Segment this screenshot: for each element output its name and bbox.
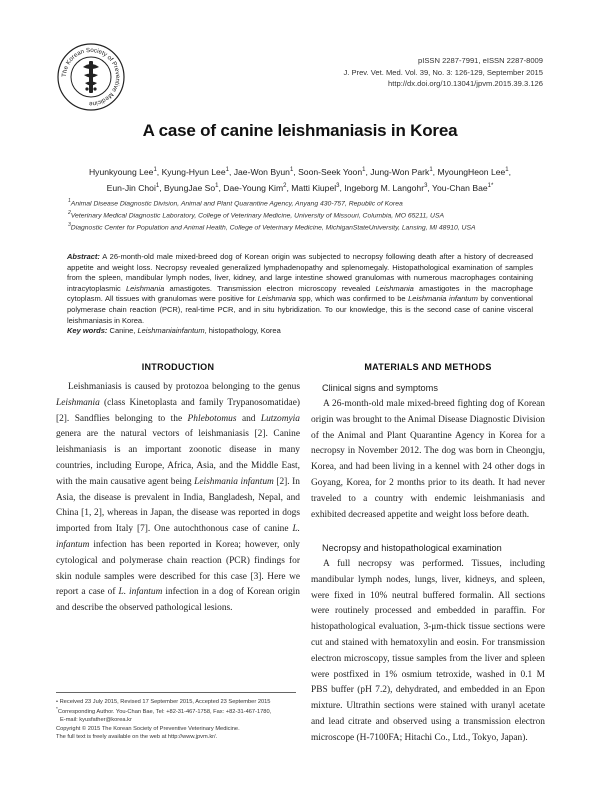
body-text: infection in a dog of Korean origin and describe the observed pathological lesions. bbox=[56, 587, 300, 614]
keywords-label: Key words: bbox=[67, 326, 108, 336]
abstract-text: amastigotes in the macrophage cytoplasm. All tissues with granulomas were positive for bbox=[67, 283, 533, 304]
footnote-marker: * bbox=[56, 707, 58, 713]
journal-header bbox=[343, 55, 543, 90]
introduction-body bbox=[56, 380, 300, 617]
author-affiliation-marker: 1 bbox=[429, 167, 433, 173]
taxon-name: Leishmania bbox=[56, 397, 100, 408]
author-affiliation-marker: 2 bbox=[283, 182, 287, 189]
methods-heading: MATERIALS AND METHODS bbox=[364, 362, 492, 372]
affiliation-marker: 3 bbox=[68, 221, 71, 228]
author-affiliation-marker: 1 bbox=[225, 167, 229, 173]
affiliation-text: Veterinary Medical Diagnostic Laboratory, College of Veterinary Medicine, University of Missouri, Columbia, MO 65211, USA bbox=[70, 212, 445, 220]
footnote-divider bbox=[56, 692, 296, 693]
affiliation bbox=[68, 209, 476, 221]
abstract-genus: Leishmania bbox=[375, 283, 414, 293]
keyword: , histopathology, Korea bbox=[204, 326, 281, 336]
affiliation-text: Animal Disease Diagnostic Division, Animal and Plant Quarantine Agency, Anyang 430-757, Republic of Korea bbox=[70, 200, 403, 208]
author-name: Matti Kiupel bbox=[291, 182, 337, 193]
taxon-name: L. infantum bbox=[56, 524, 300, 550]
author-affiliation-marker: 1 bbox=[153, 167, 157, 173]
abstract-label: Abstract: bbox=[67, 252, 100, 261]
body-text: A 26-month-old male mixed-breed fighting dog of Korean origin was brought to the Animal Disease Diagnostic Division of the Animal and Plant Quarantine Agency in Korea for a necropsy in November 2012. The dog was born in Cheongju, Korea, and had been living in a kennel with 24 other dogs in Goyang, Korea, for 2 months prior to its death. It had never traveled to a country with endemic leishmaniasis and exhibited decreased appetite and weight loss before death. bbox=[311, 399, 545, 520]
author-name: Dae-Young Kim bbox=[223, 182, 284, 193]
author-name: MyoungHeon Lee bbox=[437, 166, 506, 177]
abstract-text: A 26-month-old male mixed-breed dog of Korean origin was subjected to necropsy following death after a history of decreased appetite and weight loss. Necropsy revealed generalized lymphadenopathy and splenomegaly. Histopathological examination of samples from the spleen, mandibular lymph nodes, liver, kidney, and large intestine showed granulomas with numerous macrophages containing intracytoplasmic bbox=[67, 252, 533, 293]
body-text: [2]. In Asia, the disease is prevalent in India, Bangladesh, Nepal, and China [1, 2], whereas in Japan, the disease was reported in dogs imported from Italy [7]. One autochthonous case of canine bbox=[56, 476, 300, 535]
footnote-marker: • bbox=[56, 699, 60, 705]
clinical-signs-subheading: Clinical signs and symptoms bbox=[322, 383, 438, 393]
affiliation-text: Diagnostic Center for Population and Animal Health, College of Veterinary Medicine, MichiganStateUniversity, Lansing, MI 48910, USA bbox=[70, 223, 476, 231]
abstract-species: Leishmania infantum bbox=[408, 294, 478, 304]
affiliation-list bbox=[68, 197, 476, 233]
author-name: Jae-Won Byun bbox=[233, 166, 290, 177]
citation-line: J. Prev. Vet. Med. Vol. 39, No. 3: 126-129, September 2015 bbox=[343, 67, 543, 77]
author-affiliation-marker: 1* bbox=[487, 182, 494, 189]
logo-ring-text: The Korean Society of Preventive Medicine bbox=[60, 46, 122, 108]
received-dates: Received 23 July 2015, Revised 17 September 2015, Accepted 23 September 2015 bbox=[59, 699, 271, 705]
necropsy-subheading: Necropsy and histopathological examination bbox=[322, 543, 502, 553]
access-line[interactable]: The full text is freely available on the web at http://www.jpvm.kr/. bbox=[56, 733, 218, 740]
keyword: Leishmaniainfantum bbox=[137, 326, 205, 336]
body-text: and bbox=[236, 413, 261, 424]
taxon-name: Phlebotomus bbox=[187, 413, 237, 424]
affiliation-marker: 1 bbox=[68, 198, 71, 204]
author-list: Hyunkyoung Lee$^1$, Kyung-Hyun Lee$^1$, Jae-Won Byun$^1$, Soon-Seek Yoon$^1$, Jung-Won Park$^1$, MyoungHeon Lee$^1$, Eun-Jin Choi$^1$, ByungJae So$^1$, Dae-Young Kim$^2$, Matti Kiupel$^3$, Ingeborg M. Langohr$^3$, You-Chan Bae$^{1*}$ bbox=[88, 166, 512, 193]
doi-link[interactable]: http://dx.doi.org/10.13041/jpvm.2015.39.3.126 bbox=[388, 79, 543, 88]
author-name: You-Chan Bae bbox=[432, 182, 488, 193]
abstract-genus: Leishmania bbox=[125, 283, 165, 293]
clinical-signs-body bbox=[311, 397, 545, 523]
necropsy-body bbox=[311, 557, 545, 747]
copyright-line: Copyright © 2015 The Korean Society of Preventive Veterinary Medicine. bbox=[56, 725, 240, 732]
affiliation-marker: 2 bbox=[68, 209, 71, 216]
corresponding-author: Corresponding Author. You-Chan Bae, Tel: +82-31-467-1758, Fax: +82-31-467-1780, bbox=[57, 709, 272, 716]
email-address[interactable]: E-mail: kyusfather@korea.kr bbox=[60, 717, 132, 724]
paper-title: A case of canine leishmaniasis in Korea bbox=[142, 121, 458, 140]
body-text: Leishmaniasis is caused by protozoa belonging to the genus bbox=[68, 382, 300, 392]
body-text: (class Kinetoplasta and family Trypanosomatidae) [2]. Sandflies belonging to the bbox=[56, 397, 300, 424]
body-text: genera are the natural vectors of leishmaniasis [2]. Canine leishmaniasis is an important zoonotic disease in many countries, including Europe, Africa, Asia, and the Middle East, with the main causative agent being bbox=[56, 429, 300, 487]
abstract-text: amastigotes. Transmission electron microscopy revealed bbox=[164, 283, 376, 293]
taxon-name: Leishmania infantum bbox=[194, 476, 274, 487]
author-affiliation-marker: 1 bbox=[215, 182, 219, 189]
author-name: Eun-Jin Choi bbox=[106, 182, 156, 193]
author-name: Hyunkyoung Lee bbox=[88, 166, 154, 177]
footnotes bbox=[56, 698, 296, 741]
author-name: Soon-Seek Yoon bbox=[298, 166, 363, 177]
author-name: Ingeborg M. Langohr bbox=[344, 182, 425, 193]
author-affiliation-marker: 3 bbox=[336, 182, 340, 189]
affiliation bbox=[68, 197, 476, 209]
abstract-text: spp, which was confirmed to be bbox=[295, 294, 409, 304]
author-name: Kyung-Hyun Lee bbox=[161, 166, 226, 177]
abstract bbox=[67, 252, 533, 337]
keyword: Canine, bbox=[107, 326, 138, 336]
abstract-genus: Leishmania bbox=[257, 294, 296, 304]
issn-line: pISSN 2287-7991, eISSN 2287-8009 bbox=[418, 56, 543, 65]
affiliation bbox=[68, 221, 476, 233]
abstract-text: by conventional polymerase chain reaction (PCR), real-time PCR, and in situ hybridization. To our knowledge, this is the second case of canine visceral leishmaniasis in Korea. bbox=[67, 294, 533, 325]
body-text: A full necropsy was performed. Tissues, including mandibular lymph nodes, lungs, liver, kidneys, and spleen, were fixed in 10% neutral buffered formalin. All sections were routinely processed and embedded in paraffin. For histopathological evaluation, 3-μm-thick tissue sections were cut and stained with hematoxylin and eosin. For transmission electron microscopy, tissue samples from the liver and spleen were postfixed in 1% osmium tetroxide, washed in 0.1 M PBS buffer (pH 7.2), dehydrated, and embedded in an Epon mixture. Ultrathin sections were stained with uranyl acetate and lead citrate and observed using a transmission electron microscope (H-7100FA; Hitachi Co., Ltd., Tokyo, Japan). bbox=[311, 559, 545, 743]
author-name: Jung-Won Park bbox=[370, 166, 430, 177]
body-text: infection has been reported in Korea; however, only cytological and polymerase chain reaction (PCR) findings for skin nodule samples were described for this case [3]. Here we report a case of bbox=[56, 539, 300, 598]
author-affiliation-marker: 1 bbox=[505, 167, 509, 173]
introduction-heading: INTRODUCTION bbox=[141, 362, 215, 372]
taxon-name: Lutzomyia bbox=[260, 413, 300, 424]
society-emblem-icon bbox=[56, 42, 126, 112]
author-affiliation-marker: 1 bbox=[289, 167, 294, 173]
author-affiliation-marker: 3 bbox=[424, 182, 428, 189]
author-name: ByungJae So bbox=[164, 182, 216, 193]
author-affiliation-marker: 1 bbox=[362, 167, 366, 173]
taxon-name: L. infantum bbox=[118, 587, 163, 598]
author-affiliation-marker: 1 bbox=[155, 182, 160, 189]
